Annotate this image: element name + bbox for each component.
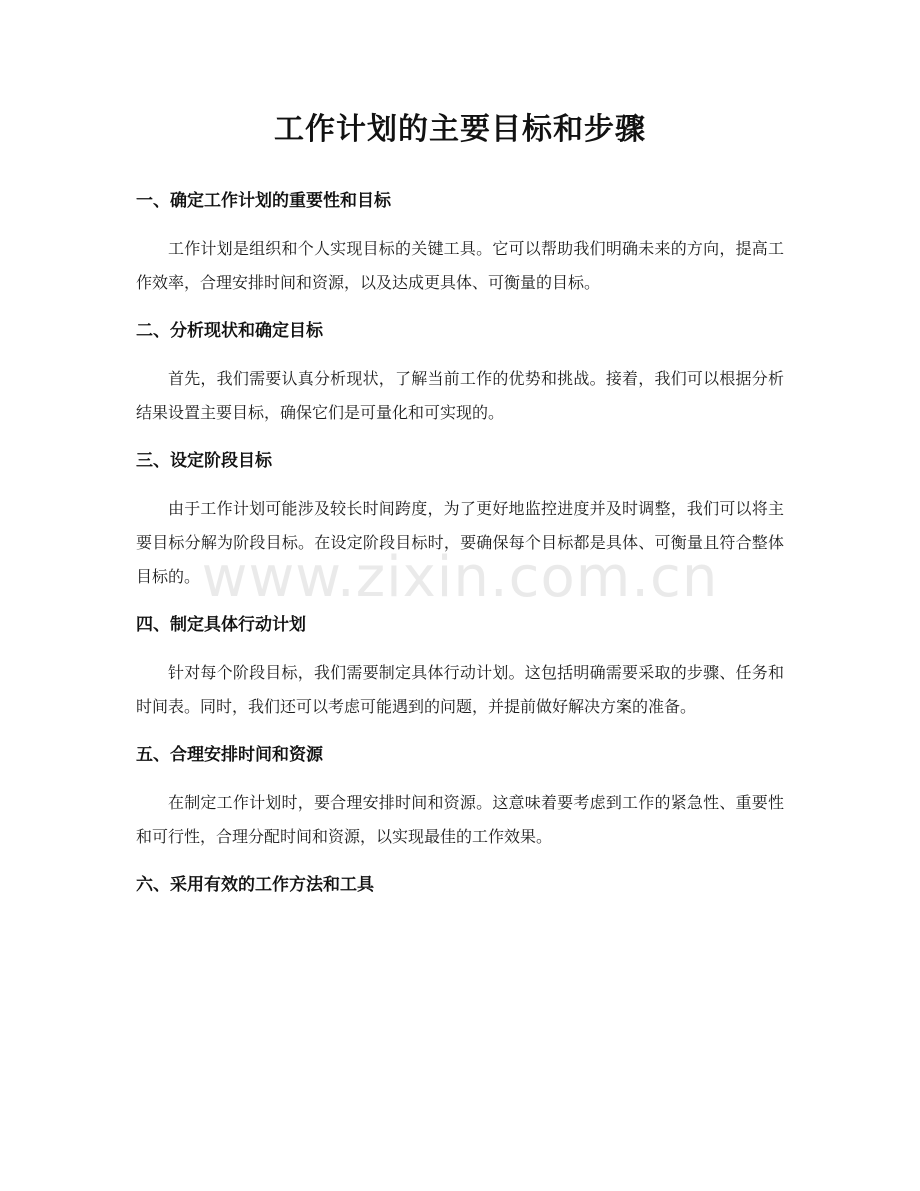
section-paragraph: 工作计划是组织和个人实现目标的关键工具。它可以帮助我们明确未来的方向，提高工作效率，合理安排时间和资源，以及达成更具体、可衡量的目标。 xyxy=(136,239,784,292)
section-heading: 一、确定工作计划的重要性和目标 xyxy=(136,191,391,211)
section-heading: 五、合理安排时间和资源 xyxy=(136,745,323,765)
section-1 xyxy=(136,186,784,300)
section-5 xyxy=(136,740,784,854)
document-title: 工作计划的主要目标和步骤 xyxy=(274,112,646,147)
section-heading: 二、分析现状和确定目标 xyxy=(136,321,323,341)
section-6 xyxy=(136,870,784,900)
section-heading: 六、采用有效的工作方法和工具 xyxy=(136,875,374,895)
document-content xyxy=(136,186,784,916)
section-paragraph: 在制定工作计划时，要合理安排时间和资源。这意味着要考虑到工作的紧急性、重要性和可行性，合理分配时间和资源，以实现最佳的工作效果。 xyxy=(136,793,784,846)
section-3 xyxy=(136,446,784,594)
section-paragraph: 首先，我们需要认真分析现状，了解当前工作的优势和挑战。接着，我们可以根据分析结果设置主要目标，确保它们是可量化和可实现的。 xyxy=(136,369,784,422)
section-paragraph: 针对每个阶段目标，我们需要制定具体行动计划。这包括明确需要采取的步骤、任务和时间表。同时，我们还可以考虑可能遇到的问题，并提前做好解决方案的准备。 xyxy=(136,663,784,716)
section-4 xyxy=(136,610,784,724)
watermark: www.zixin.com.cn xyxy=(201,545,719,610)
section-paragraph: 由于工作计划可能涉及较长时间跨度，为了更好地监控进度并及时调整，我们可以将主要目标分解为阶段目标。在设定阶段目标时，要确保每个目标都是具体、可衡量且符合整体目标的。 xyxy=(136,499,784,586)
section-heading: 三、设定阶段目标 xyxy=(136,451,272,471)
section-heading: 四、制定具体行动计划 xyxy=(136,615,306,635)
section-2 xyxy=(136,316,784,430)
